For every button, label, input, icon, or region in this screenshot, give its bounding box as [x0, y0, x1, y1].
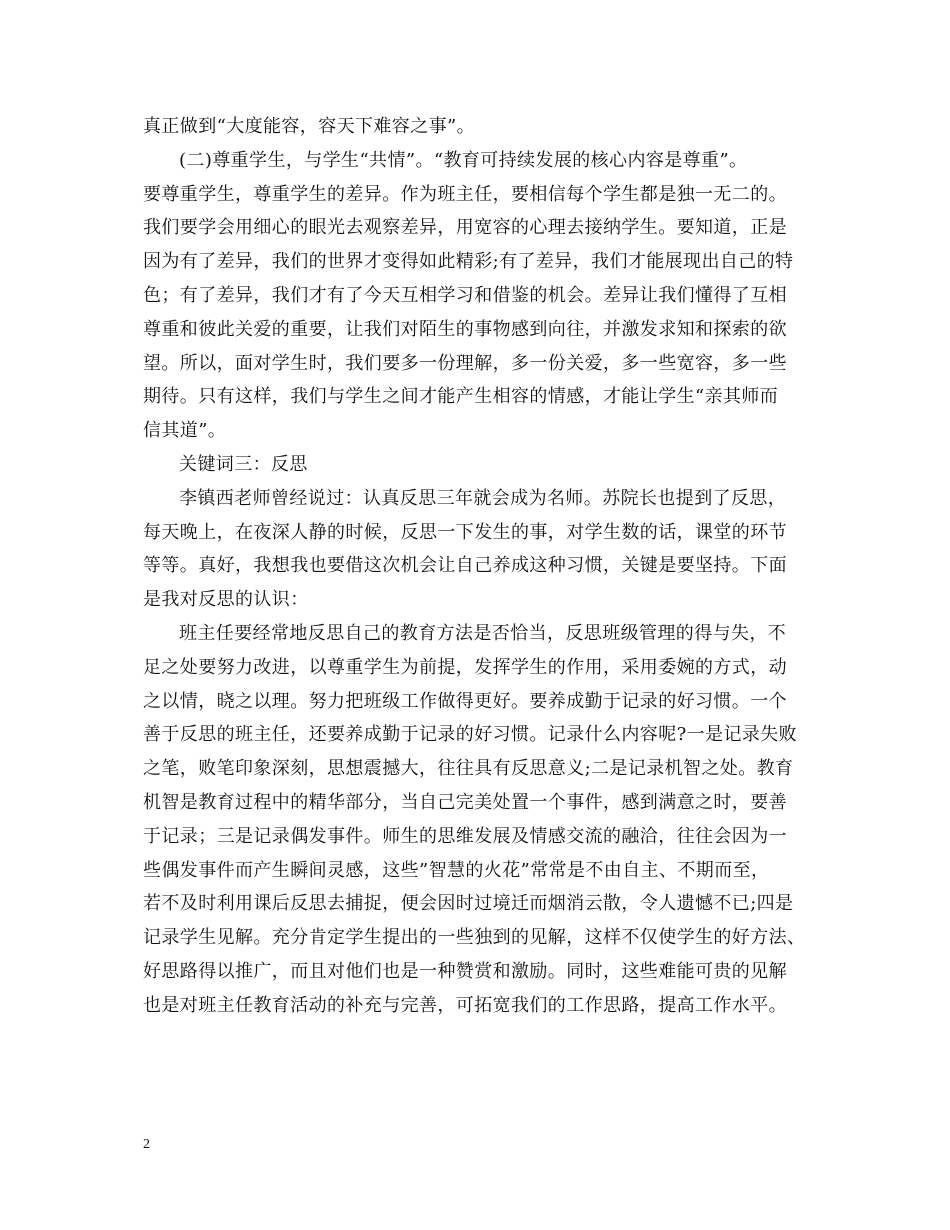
paragraph-first-line: 李镇西老师曾经说过：认真反思三年就会成为名师。苏院长也提到了反思，: [179, 487, 787, 509]
text-line: 期待。只有这样，我们与学生之间才能产生相容的情感，才能让学生“亲其师而: [143, 386, 779, 408]
text-line: 若不及时利用课后反思去捕捉，便会因时过境迁而烟消云散，令人遗憾不已;四是: [143, 893, 794, 915]
body-text: [143, 110, 813, 1023]
text-line: 好思路得以推广，而且对他们也是一种赞赏和激励。同时，这些难能可贵的见解: [143, 960, 787, 982]
text-line: 也是对班主任教育活动的补充与完善，可拓宽我们的工作思路，提高工作水平。: [143, 994, 787, 1016]
paragraph-first-line: 班主任要经常地反思自己的教育方法是否恰当，反思班级管理的得与失，不: [179, 622, 787, 644]
text-line: 足之处要努力改进，以尊重学生为前提，发挥学生的作用，采用委婉的方式，动: [143, 656, 787, 678]
text-line: 色；有了差异，我们才有了今天互相学习和借鉴的机会。差异让我们懂得了互相: [143, 284, 787, 306]
text-line: 因为有了差异，我们的世界才变得如此精彩;有了差异，我们才能展现出自己的特: [143, 251, 794, 273]
text-line: 信其道”。: [143, 420, 227, 442]
text-line: 机智是教育过程中的精华部分，当自己完美处置一个事件，感到满意之时，要善: [143, 791, 787, 813]
text-line: 我们要学会用细心的眼光去观察差异，用宽容的心理去接纳学生。要知道，正是: [143, 217, 787, 239]
text-line: 真正做到“大度能容，容天下难容之事”。: [143, 116, 476, 137]
text-line: 善于反思的班主任，还要养成勤于记录的好习惯。记录什么内容呢?一是记录失败: [143, 724, 798, 746]
text-line: 是我对反思的认识：: [143, 589, 309, 611]
paragraph-first-line: (二)尊重学生，与学生“共情”。“教育可持续发展的核心内容是尊重”。: [179, 149, 748, 171]
text-line: 尊重和彼此关爱的重要，让我们对陌生的事物感到向往，并激发求知和探索的欲: [143, 318, 787, 340]
text-line: 等等。真好，我想我也要借这次机会让自己养成这种习惯，关键是要坚持。下面: [143, 555, 787, 577]
section-heading: 关键词三：反思: [179, 453, 308, 475]
text-line: 些偶发事件而产生瞬间灵感，这些”智慧的火花”常常是不由自主、不期而至，: [143, 859, 770, 881]
text-line: 望。所以，面对学生时，我们要多一份理解，多一份关爱，多一些宽容，多一些: [143, 352, 787, 374]
page-number: 2: [143, 1137, 150, 1152]
text-line: 之笔，败笔印象深刻，思想震撼大，往往具有反思意义;二是记录机智之处。教育: [143, 758, 794, 780]
text-line: 之以情，晓之以理。努力把班级工作做得更好。要养成勤于记录的好习惯。一个: [143, 690, 787, 712]
text-line: 记录学生见解。充分肯定学生提出的一些独到的见解，这样不仅使学生的好方法、: [143, 927, 806, 949]
text-line: 于记录；三是记录偶发事件。师生的思维发展及情感交流的融洽，往往会因为一: [143, 825, 787, 847]
text-line: 要尊重学生，尊重学生的差异。作为班主任，要相信每个学生都是独一无二的。: [143, 183, 787, 205]
text-line: 每天晚上，在夜深人静的时候，反思一下发生的事，对学生数的话，课堂的环节: [143, 521, 787, 543]
